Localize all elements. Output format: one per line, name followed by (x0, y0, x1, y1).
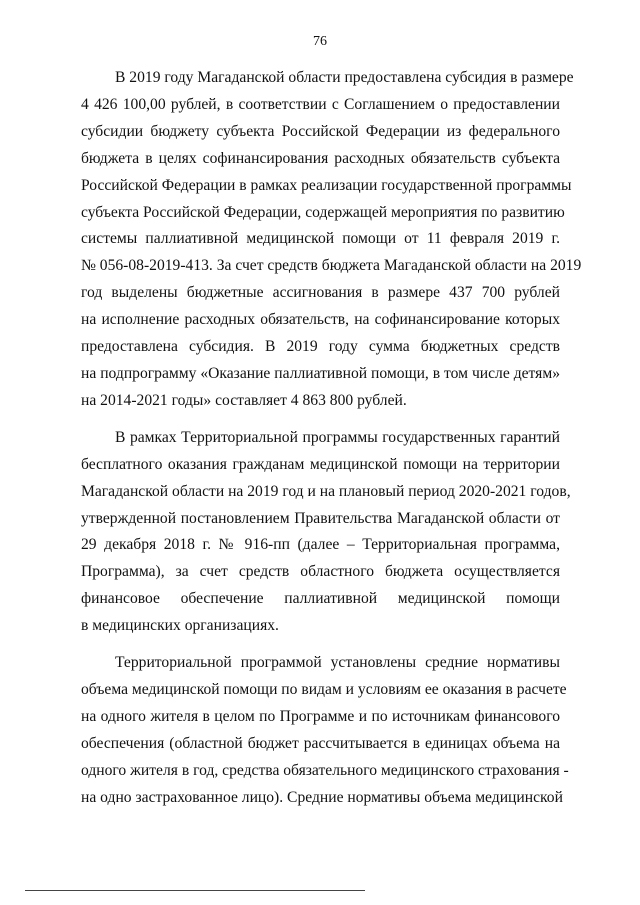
text-line: № 056-08-2019-413. За счет средств бюджета Магаданской области на 2019 (81, 257, 582, 275)
paragraph-subsidy-2019 (81, 65, 582, 415)
text-line: на подпрограмму «Оказание паллиативной помощи, в том числе детям» (81, 364, 560, 382)
text-line: Российской Федерации в рамках реализации государственной программы (81, 176, 572, 194)
bottom-divider (25, 890, 365, 891)
text-line: на одно застрахованное лицо). Средние нормативы объема медицинской (81, 788, 563, 806)
text-line: бесплатного оказания гражданам медицинской помощи на территории (81, 455, 560, 473)
text-line: Магаданской области на 2019 год и на плановый период 2020-2021 годов, (81, 482, 571, 500)
text-line: утвержденной постановлением Правительства Магаданской области от (81, 509, 560, 527)
text-line: В рамках Территориальной программы государственных гарантий (115, 428, 560, 446)
text-line: на исполнение расходных обязательств, на софинансирование которых (81, 311, 560, 329)
text-line: на одного жителя в целом по Программе и по источникам финансового (81, 707, 560, 725)
text-line: системы паллиативной медицинской помощи от 11 февраля 2019 г. (81, 230, 560, 248)
document-body (81, 65, 582, 811)
page-number: 76 (313, 34, 327, 49)
text-line: финансовое обеспечение паллиативной медицинской помощи (81, 590, 560, 608)
text-line: субъекта Российской Федерации, содержащей мероприятия по развитию (81, 203, 565, 221)
text-line: 29 декабря 2018 г. № 916-пп (далее – Территориальная программа, (81, 536, 560, 554)
text-line: предоставлена субсидия. В 2019 году сумма бюджетных средств (81, 338, 560, 356)
paragraph-territorial-program (81, 425, 571, 640)
text-line: в медицинских организациях. (81, 617, 279, 635)
paragraph-average-norms (81, 650, 569, 811)
text-line: обеспечения (областной бюджет рассчитывается в единицах объема на (81, 734, 560, 752)
text-line: одного жителя в год, средства обязательного медицинского страхования - (81, 761, 569, 779)
text-line: 4 426 100,00 рублей, в соответствии с Соглашением о предоставлении (81, 95, 560, 113)
text-line: на 2014-2021 годы» составляет 4 863 800 рублей. (81, 391, 407, 409)
text-line: год выделены бюджетные ассигнования в размере 437 700 рублей (81, 284, 560, 302)
text-line: Программа), за счет средств областного бюджета осуществляется (81, 563, 560, 581)
text-line: Территориальной программой установлены средние нормативы (115, 654, 560, 672)
text-line: субсидии бюджету субъекта Российской Федерации из федерального (81, 122, 560, 140)
text-line: В 2019 году Магаданской области предоставлена субсидия в размере (115, 69, 574, 86)
text-line: объема медицинской помощи по видам и условиям ее оказания в расчете (81, 680, 567, 698)
text-line: бюджета в целях софинансирования расходных обязательств субъекта (81, 149, 560, 167)
